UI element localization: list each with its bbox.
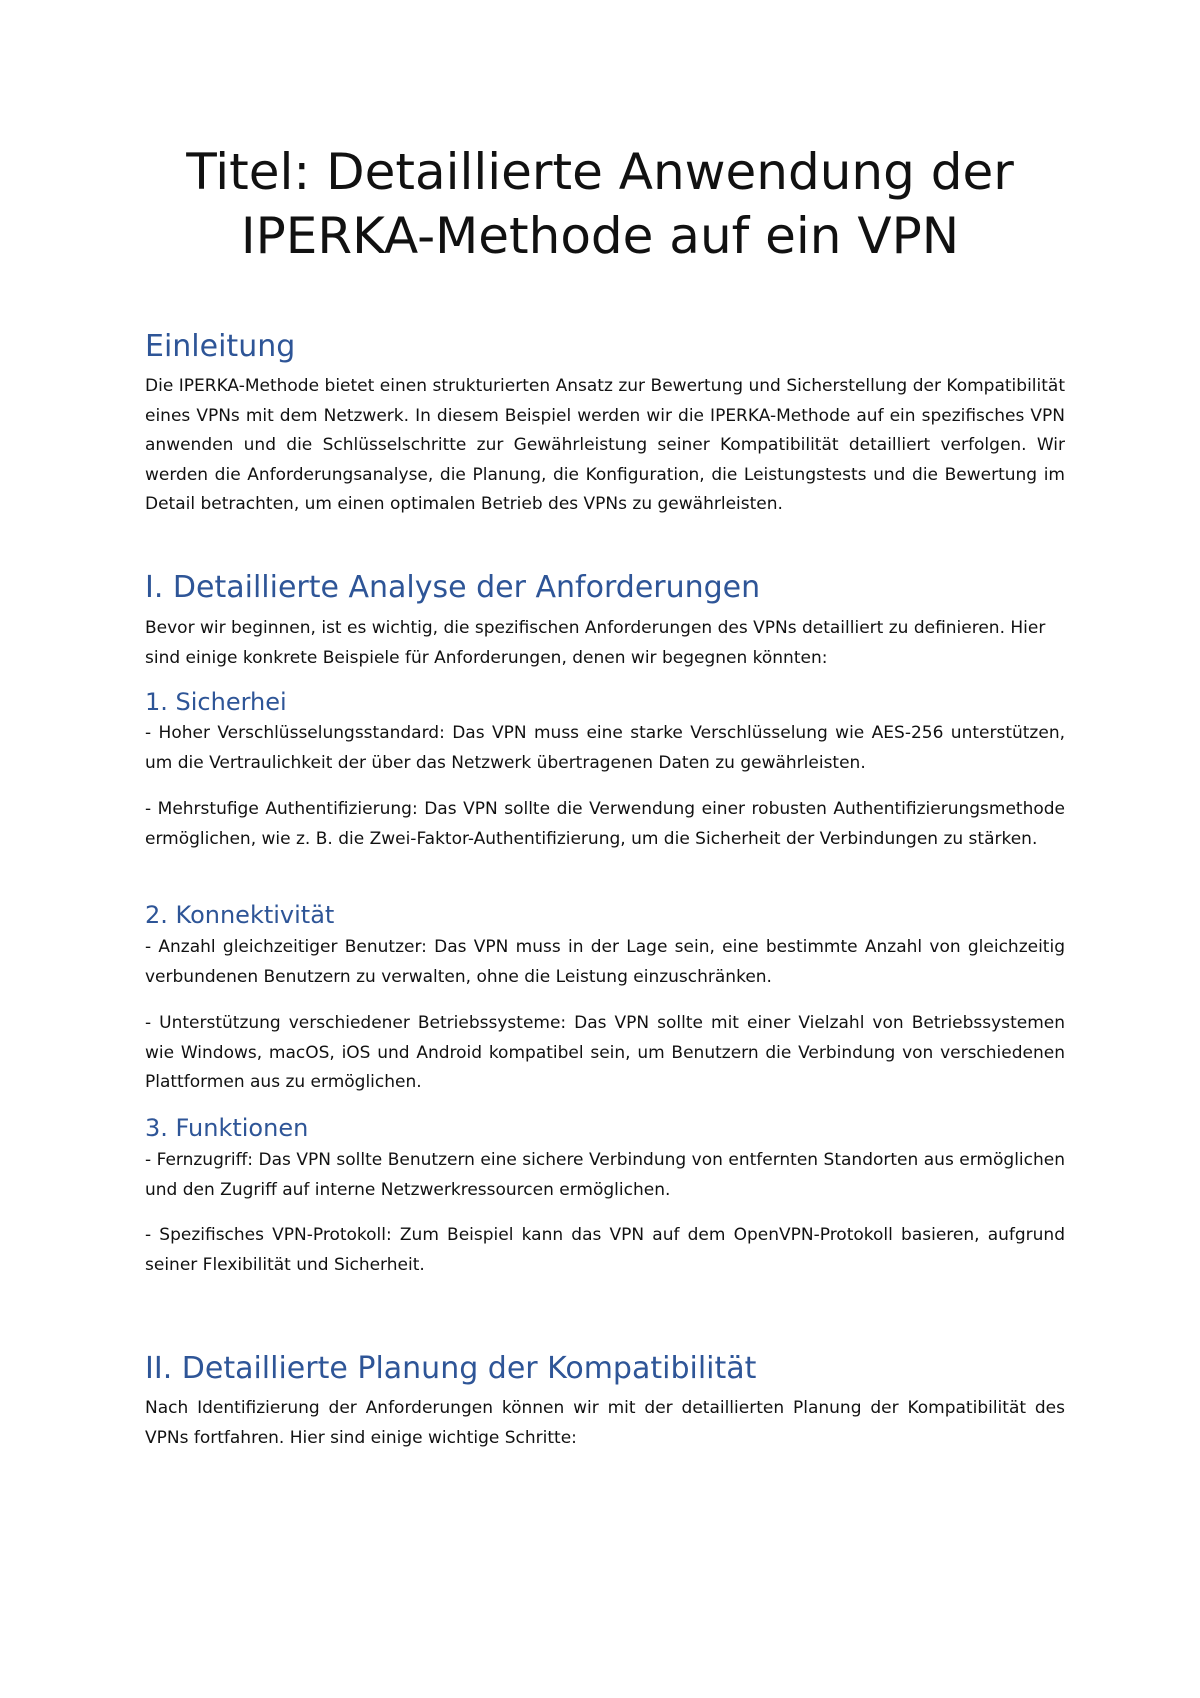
heading-sicherheit: 1. Sicherhei bbox=[145, 688, 287, 716]
document-title-line-2: IPERKA-Methode auf ein VPN bbox=[240, 207, 960, 265]
document-title-line-1: Titel: Detaillierte Anwendung der bbox=[186, 143, 1014, 201]
heading-einleitung: Einleitung bbox=[145, 329, 296, 364]
funktionen-item-1: - Fernzugriff: Das VPN sollte Benutzern eine sichere Verbindung von entfernten Standorten aus ermöglichen und den Zugriff auf interne Netzwerkressourcen ermöglichen. bbox=[145, 1150, 1065, 1200]
heading-funktionen: 3. Funktionen bbox=[145, 1114, 309, 1142]
heading-section-2: II. Detaillierte Planung der Kompatibilität bbox=[145, 1351, 757, 1386]
document-title bbox=[100, 140, 1100, 268]
konnektivitaet-item-1: - Anzahl gleichzeitiger Benutzer: Das VPN muss in der Lage sein, eine bestimmte Anzahl von gleichzeitig verbundenen Benutzern zu verwalten, ohne die Leistung einzuschränken. bbox=[145, 937, 1065, 987]
konnektivitaet-item-2: - Unterstützung verschiedener Betriebssysteme: Das VPN sollte mit einer Vielzahl von Betriebssystemen wie Windows, macOS, iOS und Android kompatibel sein, um Benutzern die Verbindung von verschiedenen Plattformen aus zu ermöglichen. bbox=[145, 1013, 1065, 1092]
funktionen-item-2: - Spezifisches VPN-Protokoll: Zum Beispiel kann das VPN auf dem OpenVPN-Protokoll basieren, aufgrund seiner Flexibilität und Sicherheit. bbox=[145, 1225, 1065, 1275]
heading-konnektivitaet: 2. Konnektivität bbox=[145, 901, 335, 929]
intro-paragraph: Die IPERKA-Methode bietet einen strukturierten Ansatz zur Bewertung und Sicherstellung der Kompatibilität eines VPNs mit dem Netzwerk. In diesem Beispiel werden wir die IPERKA-Methode auf ein spezifisches VPN anwenden und die Schlüsselschritte zur Gewährleistung seiner Kompatibilität detailliert verfolgen. Wir werden die Anforderungsanalyse, die Planung, die Konfiguration, die Leistungstests und die Bewertung im Detail betrachten, um einen optimalen Betrieb des VPNs zu gewährleisten. bbox=[145, 376, 1065, 514]
section-1-paragraph: Bevor wir beginnen, ist es wichtig, die spezifischen Anforderungen des VPNs detailliert zu definieren. Hier sind einige konkrete Beispiele für Anforderungen, denen wir begegnen könnten: bbox=[145, 618, 1046, 668]
heading-section-1: I. Detaillierte Analyse der Anforderungen bbox=[145, 570, 761, 605]
section-2-paragraph: Nach Identifizierung der Anforderungen können wir mit der detaillierten Planung der Kompatibilität des VPNs fortfahren. Hier sind einige wichtige Schritte: bbox=[145, 1398, 1065, 1448]
sicherheit-item-2: - Mehrstufige Authentifizierung: Das VPN sollte die Verwendung einer robusten Authentifizierungsmethode ermöglichen, wie z. B. die Zwei-Faktor-Authentifizierung, um die Sicherheit der Verbindungen zu stärken. bbox=[145, 799, 1065, 849]
sicherheit-item-1: - Hoher Verschlüsselungsstandard: Das VPN muss eine starke Verschlüsselung wie AES-256 unterstützen, um die Vertraulichkeit der über das Netzwerk übertragenen Daten zu gewährleisten. bbox=[145, 723, 1065, 773]
